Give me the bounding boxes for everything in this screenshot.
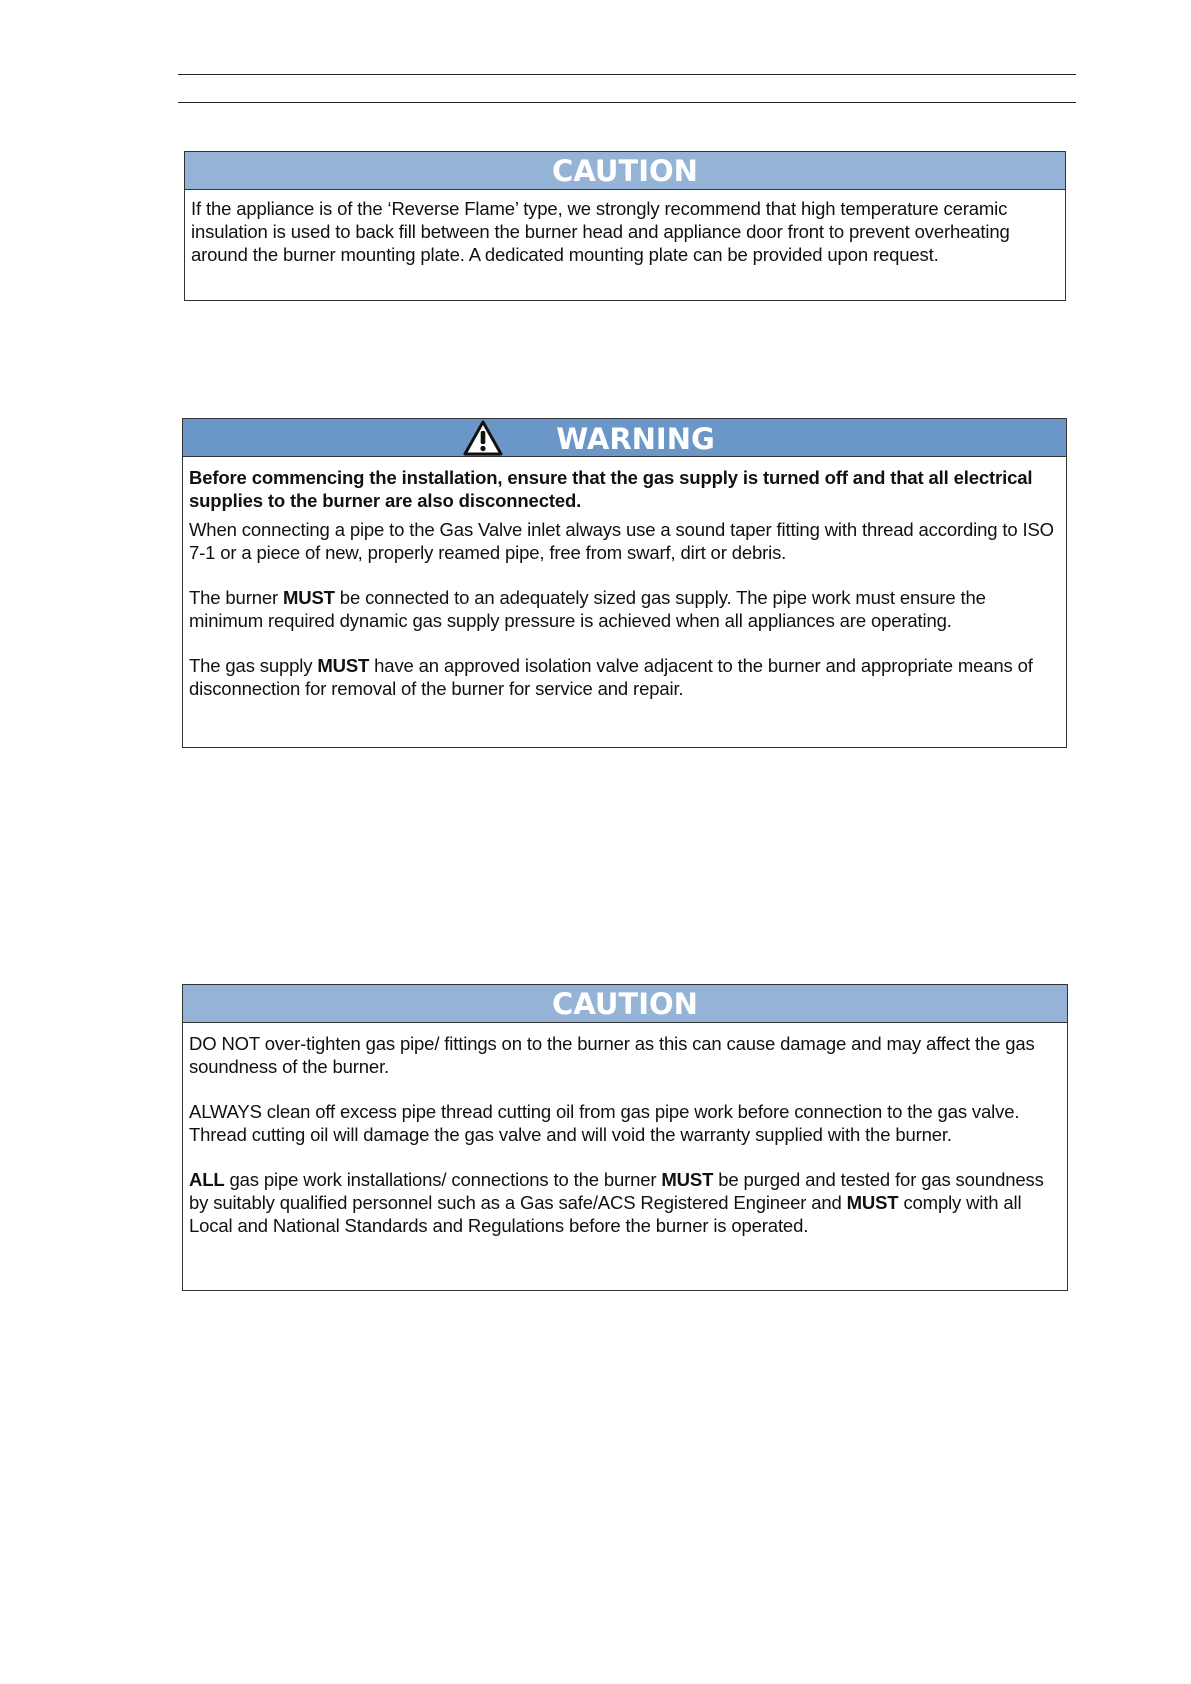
caution-header xyxy=(183,985,1067,1023)
warning-lead: Before commencing the installation, ensure that the gas supply is turned off and that all electrical supplies to the burner are also disconnected. xyxy=(189,467,1033,511)
emphasis-must: MUST xyxy=(846,1192,899,1213)
caution-text: If the appliance is of the ‘Reverse Flame’ type, we strongly recommend that high temperature ceramic insulation is used to back fill between the burner head and appliance door front to prevent overheating around the burner mounting plate. A dedicated mounting plate can be provided upon request. xyxy=(191,198,1010,265)
text-segment: gas pipe work installations/ connections to the burner xyxy=(224,1169,662,1190)
header-rule-top xyxy=(178,74,1076,75)
text-segment: The gas supply xyxy=(189,655,318,676)
text-segment: The burner xyxy=(189,587,283,608)
caution-paragraph-purge xyxy=(189,1168,1061,1237)
emphasis-must: MUST xyxy=(317,655,370,676)
caution-box-reverse-flame xyxy=(184,151,1066,301)
header-rule-bottom xyxy=(178,102,1076,103)
warning-paragraph-pipe: When connecting a pipe to the Gas Valve inlet always use a sound taper fitting with thread according to ISO 7-1 or a piece of new, properly reamed pipe, free from swarf, dirt or debris. xyxy=(189,519,1054,563)
text-segment: have an approved isolation valve adjacent to the burner and appropriate means of disconnection for removal of the burner for service and repair. xyxy=(189,655,1033,699)
caution-title: CAUTION xyxy=(552,154,698,188)
emphasis-must: MUST xyxy=(661,1169,714,1190)
caution-paragraph-oil: ALWAYS clean off excess pipe thread cutting oil from gas pipe work before connection to the gas valve. Thread cutting oil will damage the gas valve and will void the warranty supplied with the burner. xyxy=(189,1101,1020,1145)
warning-body xyxy=(183,457,1066,700)
caution-title: CAUTION xyxy=(552,987,698,1021)
text-segment: be purged and tested for gas soundness by suitably qualified personnel such as a Gas safe/ACS Registered Engineer and xyxy=(189,1169,1044,1213)
warning-paragraph-isolation xyxy=(189,654,1060,700)
text-segment: comply with all Local and National Standards and Regulations before the burner is operated. xyxy=(189,1192,1022,1236)
caution-body xyxy=(183,1023,1067,1237)
emphasis-all: ALL xyxy=(189,1169,225,1190)
warning-triangle-icon xyxy=(463,420,503,456)
caution-header xyxy=(185,152,1065,190)
caution-paragraph-overtighten: DO NOT over-tighten gas pipe/ fittings on to the burner as this can cause damage and may affect the gas soundness of the burner. xyxy=(189,1033,1035,1077)
warning-header xyxy=(183,419,1066,457)
text-segment: be connected to an adequately sized gas supply. The pipe work must ensure the minimum required dynamic gas supply pressure is achieved when all appliances are operating. xyxy=(189,587,986,631)
warning-paragraph-supply xyxy=(189,586,1060,632)
caution-box-gas-pipe xyxy=(182,984,1068,1291)
warning-box-gas-supply xyxy=(182,418,1067,748)
emphasis-must: MUST xyxy=(283,587,335,608)
caution-body xyxy=(185,190,1065,266)
warning-title: WARNING xyxy=(556,422,715,456)
